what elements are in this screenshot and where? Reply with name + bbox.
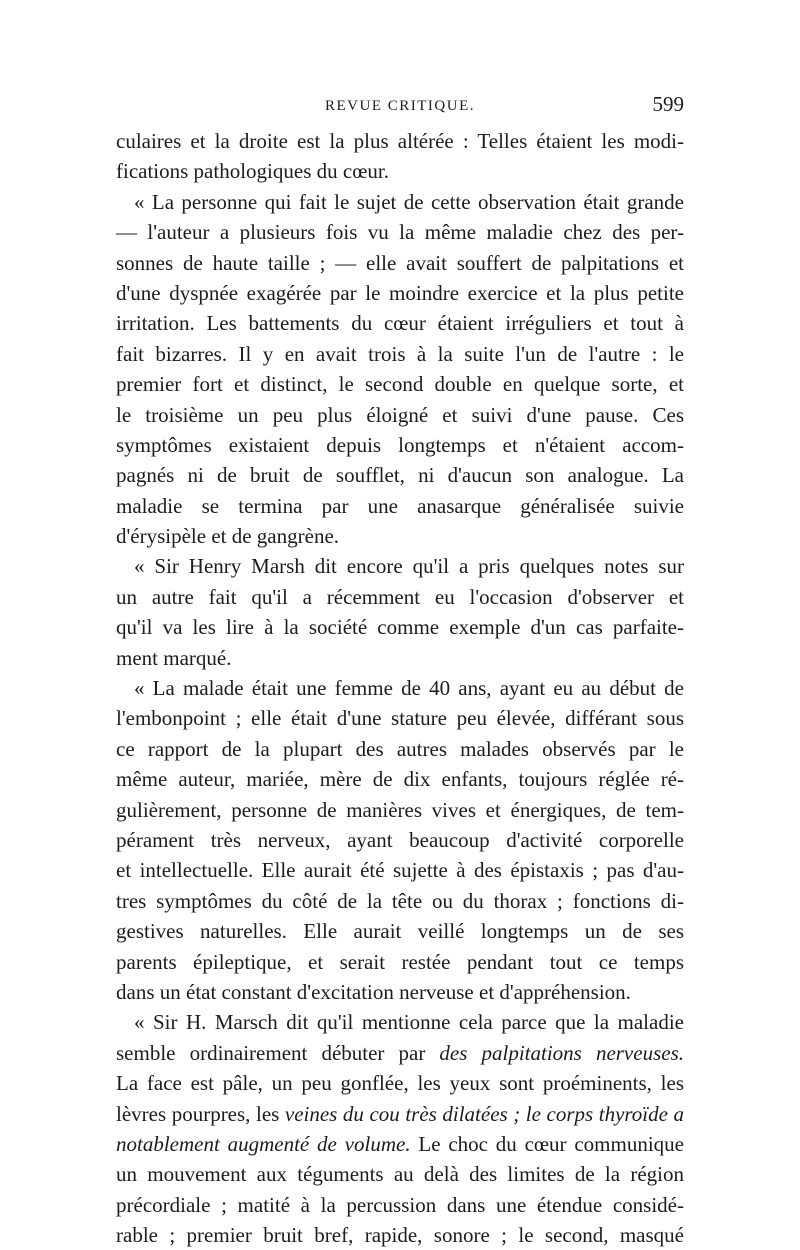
text-line: fications pathologiques du cœur. <box>116 159 389 184</box>
italic-text: notablement augmenté de volume. <box>116 1131 411 1156</box>
text-line: un mouvement aux téguments au delà des limites de la région <box>116 1162 684 1187</box>
text-line: dans un état constant d'excitation nerveuse et d'appréhension. <box>116 979 631 1004</box>
text-line: — l'auteur a plusieurs fois vu la même maladie chez des per- <box>116 220 684 245</box>
text-line: gulièrement, personne de manières vives et énergiques, de tem- <box>116 797 684 822</box>
text-line: pagnés ni de bruit de soufflet, ni d'aucun son analogue. La <box>116 463 684 488</box>
text-line: « Sir Henry Marsh dit encore qu'il a pris quelques notes sur <box>134 554 684 579</box>
text-line: même auteur, mariée, mère de dix enfants, toujours réglée ré- <box>116 767 684 792</box>
text-line: qu'il va les lire à la société comme exemple d'un cas parfaite- <box>116 615 684 640</box>
text-line: parents épileptique, et serait restée pendant tout ce temps <box>116 949 684 974</box>
text-line: rable ; premier bruit bref, rapide, sonore ; le second, masqué <box>116 1223 684 1248</box>
italic-text: des palpitations nerveuses. <box>439 1040 684 1065</box>
italic-text: veines du cou très dilatées ; le corps thyroïde a <box>284 1101 685 1126</box>
text-line <box>116 1099 684 1129</box>
text-line <box>116 1038 684 1068</box>
text-line: fait bizarres. Il y en avait trois à la suite l'un de l'autre : le <box>116 341 684 366</box>
text-line: symptômes existaient depuis longtemps et n'étaient accom- <box>116 432 684 457</box>
text-line: « La personne qui fait le sujet de cette observation était grande <box>134 189 684 214</box>
page-number: 599 <box>652 92 684 116</box>
text-line: « La malade était une femme de 40 ans, ayant eu au début de <box>134 676 684 701</box>
text-line: d'une dyspnée exagérée par le moindre exercice et la plus petite <box>116 280 684 305</box>
text-line: ce rapport de la plupart des autres malades observés par le <box>116 736 684 761</box>
text-line: et intellectuelle. Elle aurait été sujette à des épistaxis ; pas d'au- <box>116 858 684 883</box>
text-line: irritation. Les battements du cœur étaient irréguliers et tout à <box>116 311 684 336</box>
text-line <box>116 1129 684 1159</box>
text-line: d'érysipèle et de gangrène. <box>116 524 340 549</box>
text-segment: Le choc du cœur communique <box>410 1131 684 1156</box>
running-header <box>116 92 684 126</box>
text-line: gestives naturelles. Elle aurait veillé longtemps un de ses <box>116 919 684 944</box>
text-line: un autre fait qu'il a récemment eu l'occasion d'observer et <box>116 584 684 609</box>
text-line: maladie se termina par une anasarque généralisée suivie <box>116 493 684 518</box>
text-line: ment marqué. <box>116 645 232 670</box>
text-line: premier fort et distinct, le second double en quelque sorte, et <box>116 372 684 397</box>
text-line: tres symptômes du côté de la tête ou du thorax ; fonctions di- <box>116 888 684 913</box>
text-line: pérament très nerveux, ayant beaucoup d'activité corporelle <box>116 827 684 852</box>
text-line: le troisième un peu plus éloigné et suivi d'une pause. Ces <box>116 402 684 427</box>
text-line: « Sir H. Marsch dit qu'il mentionne cela parce que la maladie <box>134 1010 684 1035</box>
text-line: l'embonpoint ; elle était d'une stature peu élevée, différant sous <box>116 706 684 731</box>
running-title: REVUE CRITIQUE. <box>325 98 475 114</box>
body-text <box>116 126 684 1250</box>
book-page <box>116 92 684 1250</box>
text-segment: lèvres pourpres, les <box>116 1101 285 1126</box>
text-line: sonnes de haute taille ; — elle avait souffert de palpitations et <box>116 250 684 275</box>
text-line: culaires et la droite est la plus altérée : Telles étaient les modi- <box>116 129 684 153</box>
text-line: La face est pâle, un peu gonflée, les yeux sont proéminents, les <box>116 1071 684 1096</box>
text-segment: semble ordinairement débuter par <box>116 1040 440 1065</box>
text-line: précordiale ; matité à la percussion dans une étendue considé- <box>116 1192 684 1217</box>
